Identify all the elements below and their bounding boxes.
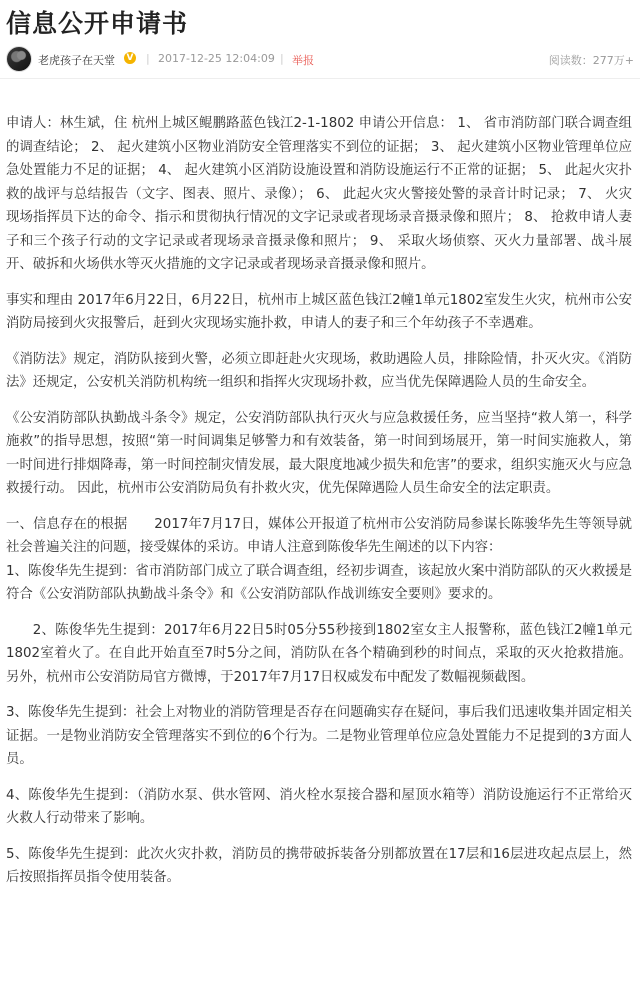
meta-separator: |	[280, 52, 284, 65]
paragraph-fire-law: 《消防法》规定，消防队接到火警，必须立即赶赴火灾现场，救助遇险人员，排除险情，扑灭火灾。《消防法》还规定，公安机关消防机构统一组织和指挥火灾现场扑救，应当优先保障遇险人员的生命安全。	[6, 351, 632, 390]
paragraph-point-5: 5、陈俊华先生提到：此次火灾扑救，消防员的携带破拆装备分别都放置在17层和16层进攻起点层上，然后按照指挥员指令使用装备。	[6, 846, 632, 885]
paragraph-facts: 事实和理由 2017年6月22日，6月22日，杭州市上城区蓝色钱江2幢1单元1802室发生火灾，杭州市公安消防局接到火灾报警后，赶到火灾现场实施扑救，申请人的妻子和三个年幼孩子不幸遇难。	[6, 292, 632, 331]
author-name[interactable]: 老虎孩子在天堂	[38, 54, 115, 67]
paragraph-regulations: 《公安消防部队执勤战斗条令》规定，公安消防部队执行灭火与应急救援任务，应当坚持“救人第一，科学施救”的指导思想，按照“第一时间调集足够警力和有效装备，第一时间到场展开，第一时间实施救人，第一时间进行排烟降毒，第一时间控制灾情发展，最大限度地减少损失和危害”的要求，组织实施灭火与应急救援行动。 因此，杭州市公安消防局负有扑救火灾，优先保障遇险人员生命安全的法定职责。	[6, 410, 632, 496]
paragraph-point-2: 2、陈俊华先生提到：2017年6月22日5时05分55秒接到1802室女主人报警称，蓝色钱江2幢1单元1802室着火了。在自此开始直至7时5分之间，消防队在各个精确到秒的时间点，采取的灭火抢救措施。另外，杭州市公安消防局官方微博，于2017年7月17日权威发布中配发了数幅视频截图。	[6, 622, 632, 685]
article-meta	[0, 44, 640, 76]
paragraph-point-4: 4、陈俊华先生提到：（消防水泵、供水管网、消火栓水泵接合器和屋顶水箱等）消防设施运行不正常给灭火救人行动带来了影响。	[6, 787, 632, 826]
paragraph-point-3: 3、陈俊华先生提到：社会上对物业的消防管理是否存在问题确实存在疑问，事后我们迅速收集并固定相关证据。一是物业消防安全管理落实不到位的6个行为。二是物业管理单位应急处置能力不足提到的3方面人员。	[6, 705, 632, 767]
read-count: 阅读数：277万+	[548, 54, 634, 67]
meta-separator: |	[146, 52, 150, 65]
paragraph-applicant: 申请人：林生斌，住 杭州上城区鲲鹏路蓝色钱江2-1-1802 申请公开信息： 1、 省市消防部门联合调查组的调查结论； 2、 起火建筑小区物业消防安全管理落实不到位的证据； 3、 起火建筑小区物业管理单位应急处置能力不足的证据； 4、 起火建筑小区消防设施设置和消防设施运行不正常的证据； 5、 此起火灾扑救的战评与总结报告（文字、图表、照片、录像）； 6、 此起火灾火警接处警的录音计时记录； 7、 火灾现场指挥员下达的命令、指示和贯彻执行情况的文字记录或者现场录音摄录像和照片； 8、 抢救申请人妻子和三个孩子行动的文字记录或者现场录音摄录像和照片； 9、 采取火场侦察、灭火力量部署、战斗展开、破拆和火场供水等灭火措施的文字记录或者现场录音摄录像和照片。	[6, 116, 632, 272]
report-link[interactable]: 举报	[292, 54, 314, 67]
page-title: 信息公开申请书	[6, 9, 189, 38]
divider	[0, 78, 640, 79]
publish-date: 2017-12-25 12:04:09	[158, 52, 275, 65]
avatar[interactable]	[6, 46, 32, 72]
verified-badge-icon: V	[124, 52, 136, 64]
paragraph-evidence-basis: 一、信息存在的根据 2017年7月17日，媒体公开报道了杭州市公安消防局参谋长陈骏华先生等领导就社会普遍关注的问题，接受媒体的采访。申请人注意到陈俊华先生阐述的以下内容： 1、陈俊华先生提到：省市消防部门成立了联合调查组，经初步调查，该起放火案中消防部队的灭火救援是符合《公安消防部队执勤战斗条令》和《公安消防部队作战训练安全要则》要求的。	[6, 516, 632, 602]
article-body	[6, 112, 632, 902]
